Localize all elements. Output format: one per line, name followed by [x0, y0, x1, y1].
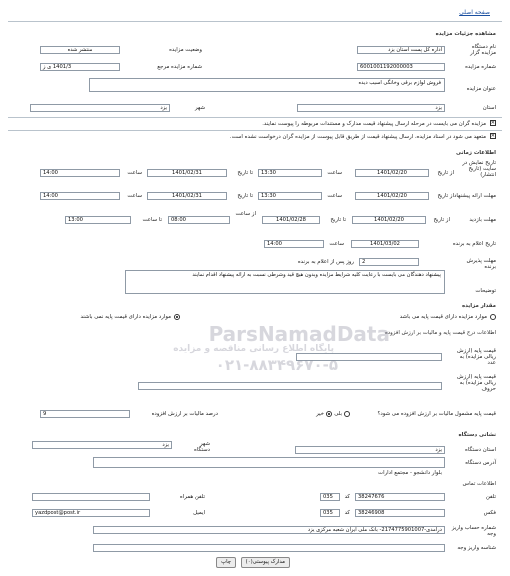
sheba-label: شناسه واریز وجه [457, 545, 496, 551]
code-label: کد [344, 510, 350, 516]
phone-label: تلفن [485, 494, 496, 500]
org-province-label: استان دستگاه [465, 447, 496, 453]
price-rial-label: قیمت پایه (ارزش ریالی مزایده) به عدد [457, 348, 496, 366]
to-date-label: تا تاریخ [237, 170, 253, 176]
base-price-option-label: موارد مزایده دارای قیمت پایه می باشد [399, 314, 487, 320]
base-price-radio[interactable] [490, 314, 496, 320]
divider [8, 117, 502, 118]
phone-number-field: 38247676 [355, 493, 445, 501]
org-address-field [93, 457, 445, 468]
phone-code-field: 035 [320, 493, 340, 501]
province-field: یزد [297, 104, 445, 112]
watermark-brand: ParsNamadData [208, 322, 390, 346]
vat-yes-label: بلی [334, 411, 342, 417]
fax-code-field: 035 [320, 509, 340, 517]
visit-label: مهلت بازدید [469, 217, 496, 223]
watermark-phone: ۰۲۱-۸۸۳۴۹۶۷۰-۵ [215, 356, 338, 374]
visit-to-time: 13:00 [65, 216, 131, 224]
number-field: 6001001192000003 [357, 63, 445, 71]
time-label: ساعت [127, 170, 142, 176]
status-field: منتشر شده [40, 46, 120, 54]
vat-no-label: خیر [316, 411, 324, 417]
vat-percent-label: درصد مالیات بر ارزش افزوده [151, 411, 218, 417]
org-label: نام دستگاه مزایده گزار [470, 44, 496, 56]
note2-checkbox: ✕ [490, 133, 495, 139]
display-to-time: 14:00 [40, 169, 120, 177]
org-city-field: یزد [32, 441, 172, 449]
offer-to-time: 14:00 [40, 192, 120, 200]
no-base-price-radio[interactable] [174, 314, 180, 320]
time-label: ساعت [327, 193, 342, 199]
city-field: یزد [30, 104, 170, 112]
offer-to-date: 1401/02/31 [147, 192, 227, 200]
price-words-field[interactable] [138, 382, 442, 390]
offer-from-date: 1401/02/20 [355, 192, 429, 200]
title-field: فروش لوازم برقی وخانگی اسیب دیده [89, 78, 445, 92]
time-label: ساعت [327, 170, 342, 176]
to-time-label: تا ساعت [142, 217, 162, 223]
section-price-title: اطلاعات درج قیمت پایه و مالیات بر ارزش افزوده [384, 330, 496, 336]
visit-from-date: 1401/02/20 [352, 216, 426, 224]
home-link[interactable]: صفحه اصلی [459, 9, 490, 16]
mobile-label: تلفن همراه [179, 494, 205, 500]
display-from-time: 13:30 [258, 169, 322, 177]
display-from-date: 1401/02/20 [355, 169, 429, 177]
divider [8, 130, 502, 131]
status-label: وضعیت مزایده [169, 47, 202, 53]
sheba-field [93, 544, 445, 552]
from-time-label: از ساعت [235, 211, 256, 217]
from-date-label: از تاریخ [437, 170, 454, 176]
code-label: کد [344, 494, 350, 500]
vat-percent-field: 9 [40, 410, 130, 418]
price-words-label: قیمت پایه (ارزش ریالی مزایده) به حروف [457, 374, 496, 392]
visit-from-time: 08:00 [168, 216, 230, 224]
city-label: شهر [195, 105, 205, 111]
winner-time: 14:00 [264, 240, 324, 248]
winner-label: تاریخ اعلام به برنده [452, 241, 496, 247]
to-date-label: تا تاریخ [330, 217, 346, 223]
org-city-label: شهر دستگاه [194, 441, 210, 453]
watermark-text: پایگاه اطلاع رسانی مناقصه و مزایده [173, 344, 334, 354]
org-province-field: یزد [295, 446, 445, 454]
acceptance-suffix: روز پس از اعلام به برنده [297, 259, 354, 265]
description-label: توضیحات [475, 288, 496, 294]
vat-yes-radio[interactable] [344, 411, 350, 417]
print-button[interactable]: چاپ [216, 557, 236, 568]
description-field: پیشنهاد دهندگان می بایست با رعایت کلیه شرایط مزایده وبدون هیچ قید وشرطی نسبت به ارائه پیشنهاد اقدام نمایند [125, 270, 445, 294]
vat-no-radio[interactable] [326, 411, 332, 417]
account-field: درآمدی-2174775901007- بانک ملی ایران شعبه مرکزی یزد [93, 526, 445, 534]
number-label: شماره مزایده [465, 64, 496, 70]
winner-date: 1401/03/02 [351, 240, 419, 248]
org-field: اداره کل پست استان یزد [357, 46, 445, 54]
display-to-date: 1401/02/31 [147, 169, 227, 177]
org-address-label: آدرس دستگاه [465, 460, 496, 466]
email-label: ایمیل [193, 510, 205, 516]
acceptance-label: مهلت پذیرش برنده [466, 258, 496, 270]
time-label: ساعت [329, 241, 344, 247]
province-label: استان [482, 105, 496, 111]
fax-number-field: 38246908 [355, 509, 445, 517]
from-date-label: از تاریخ [433, 217, 450, 223]
email-field: yazdpost@post.ir [32, 509, 150, 517]
vat-question: قیمت پایه مشمول مالیات بر ارزش افزوده می شود؟ [377, 411, 496, 417]
section-org-title: نشانی دستگاه [458, 432, 496, 438]
to-date-label: تا تاریخ [237, 193, 253, 199]
attachments-button[interactable]: مدارک پیوستی(۰) [241, 557, 290, 568]
account-label: شماره حساب واریز وجه [451, 525, 496, 537]
note1-checkbox: ✕ [490, 120, 495, 126]
section-contact-title: اطلاعات تماس [462, 481, 496, 487]
title-label: عنوان مزایده [466, 86, 496, 92]
display-date-label: تاریخ نمایش در سایت (تاریخ انتشار) [462, 160, 496, 178]
divider [8, 21, 502, 22]
ref-number-label: شماره مزایده مرجع [157, 64, 202, 70]
offer-from-time: 13:30 [258, 192, 322, 200]
from-date-label: از تاریخ [437, 193, 454, 199]
note1-text: مزایده گران می بایست در مرحله ارسال پیشنهاد قیمت مدارک و مستندات مربوطه را پیوست نمایند. [262, 121, 486, 127]
ref-number-field: 1401/3 ی ز [40, 63, 120, 71]
org-address-value: بلوار دانشجو - مجتمع ادارات [378, 470, 442, 476]
detail-panel [8, 4, 502, 572]
section-details-title: مشاهده جزئیات مزایده [435, 31, 496, 37]
no-base-price-option-label: موارد مزایده دارای قیمت پایه نمی باشند [80, 314, 171, 320]
fax-label: فکس [483, 510, 496, 516]
time-label: ساعت [127, 193, 142, 199]
mobile-field [32, 493, 150, 501]
visit-to-date: 1401/02/28 [262, 216, 320, 224]
offer-deadline-label: مهلت ارائه پیشنهاد [454, 193, 496, 199]
section-time-title: اطلاعات زمانی [456, 150, 496, 156]
section-amounts-title: مقدار مزایده [461, 303, 496, 309]
note2-text: متعهد می شود در اسناد مزایده، ارسال پیشنهاد قیمت از طریق قابل پیوست از مزایده گران درخواست نشده است. [229, 134, 486, 140]
acceptance-days: 2 [359, 258, 419, 266]
